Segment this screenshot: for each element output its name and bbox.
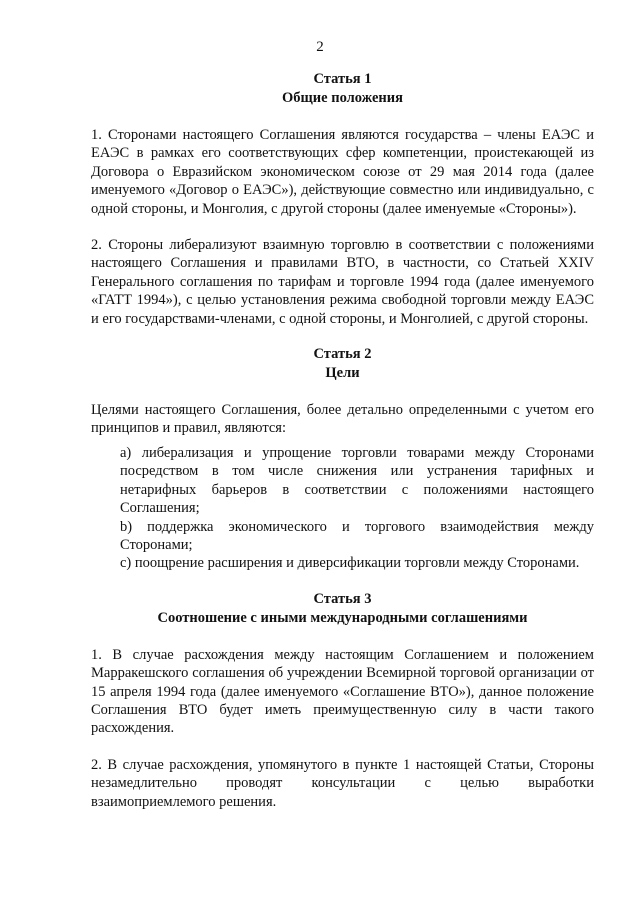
article-1-paragraph-1: 1. Сторонами настоящего Соглашения являются государства – члены ЕАЭС и ЕАЭС в рамках его соответствующих сфер компетенции, проистекающей из Договора о Евразийском экономическом союзе от 29 мая 2014 года (далее именуемого «Договор о ЕАЭС»), действующие совместно или индивидуально, с одной стороны, и Монголия, с другой стороны (далее именуемые «Стороны»). (91, 127, 594, 217)
article-2-title: Статья 2 (313, 346, 372, 363)
article-3 (91, 590, 594, 811)
article-2 (91, 345, 594, 573)
article-3-paragraph-1: 1. В случае расхождения между настоящим Соглашением и положением Марракешского соглашения об учреждении Всемирной торговой организации от 15 апреля 1994 года (далее именуемого «Соглашение ВТО»), данное положение Соглашения ВТО будет иметь преимущественную силу в части такого расхождения. (91, 646, 594, 737)
page-number: 2 (316, 39, 324, 55)
document-body (91, 70, 594, 811)
article-1-paragraph-2: 2. Стороны либерализуют взаимную торговлю в соответствии с положениями настоящего Соглашения и правилами ВТО, в частности, со Статьей XXIV Генерального соглашения по тарифам и торговле 1994 года (далее именуемого «ГАТТ 1994»), с целью установления режима свободной торговли между ЕАЭС и его государствами-членами, с одной стороны, и Монголией, с другой стороны. (91, 237, 594, 327)
article-2-item-a: а) либерализация и упрощение торговли товарами между Сторонами посредством в том числе снижения или устранения тарифных и нетарифных барьеров в соответствии с положениями настоящего Соглашения; (120, 444, 594, 517)
article-3-paragraph-2: 2. В случае расхождения, упомянутого в пункте 1 настоящей Статьи, Стороны незамедлительно проводят консультации с целью выработки взаимоприемлемого решения. (91, 756, 594, 810)
article-1 (91, 70, 594, 328)
article-2-item-b: b) поддержка экономического и торгового взаимодействия между Сторонами; (120, 518, 594, 553)
article-2-item-c: с) поощрение расширения и диверсификации торговли между Сторонами. (120, 555, 580, 572)
article-1-title: Статья 1 (313, 71, 372, 87)
article-1-subtitle: Общие положения (282, 90, 403, 106)
article-3-title: Статья 3 (313, 590, 372, 607)
article-2-intro: Целями настоящего Соглашения, более детально определенными с учетом его принципов и правил, являются: (91, 402, 594, 437)
article-2-subtitle: Цели (325, 365, 360, 382)
article-3-subtitle: Соотношение с иными международными соглашениями (157, 609, 528, 626)
